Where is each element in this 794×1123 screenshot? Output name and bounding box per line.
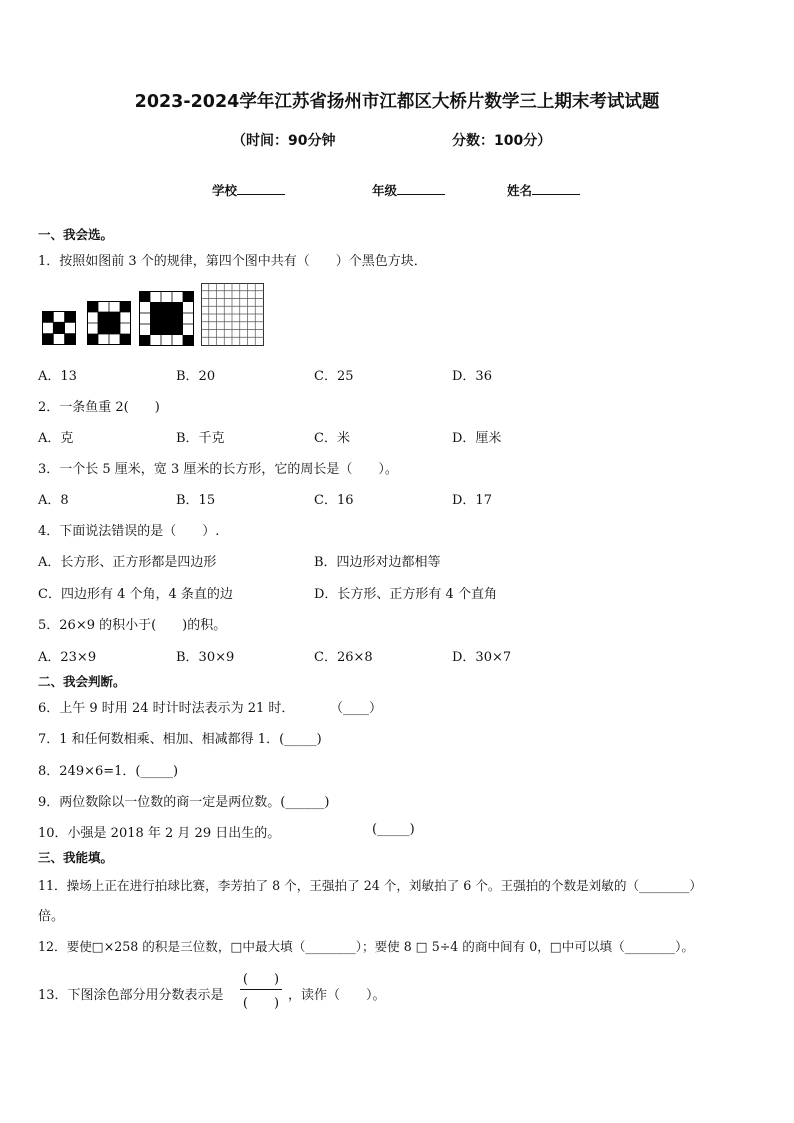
q5-option-a[interactable]: A．23×9 xyxy=(38,650,97,665)
q3-option-d[interactable]: D．17 xyxy=(452,493,492,508)
q5-option-b[interactable]: B．30×9 xyxy=(176,650,235,665)
page-title: 2023-2024学年江苏省扬州市江都区大桥片数学三上期末考试试题 xyxy=(134,92,660,112)
question-12-stem: 12．要使□×258 的积是三位数，□中最大填（________）；要使 8 □ 5÷4 的商中间有 0，□中可以填（________）。 xyxy=(38,939,694,954)
section-heading-choose: 一、我会选。 xyxy=(38,227,114,242)
pattern-figure-3 xyxy=(139,291,194,346)
question-1-stem: 1．按照如图前 3 个的规律，第四个图中共有（ ）个黑色方块． xyxy=(38,254,427,269)
question-10-answer-blank[interactable]: (_____) xyxy=(372,822,415,837)
question-6-stem: 6．上午 9 时用 24 时计时法表示为 21 时． xyxy=(38,701,295,716)
question-2-stem: 2．一条鱼重 2( ) xyxy=(38,400,160,415)
grade-field xyxy=(372,181,445,199)
school-label: 学校 xyxy=(212,183,238,198)
q5-option-c[interactable]: C．26×8 xyxy=(314,650,373,665)
name-label: 姓名 xyxy=(507,183,533,198)
pattern-figure-4-empty-grid xyxy=(201,283,264,346)
grade-blank[interactable] xyxy=(397,182,445,195)
section-heading-fill: 三、我能填。 xyxy=(38,850,114,865)
pattern-figure-1 xyxy=(42,311,76,345)
q3-option-a[interactable]: A．8 xyxy=(38,493,69,508)
question-11-line-2: 倍。 xyxy=(38,909,65,924)
q2-option-a[interactable]: A．克 xyxy=(38,431,74,446)
q1-option-b[interactable]: B．20 xyxy=(176,369,216,384)
q4-option-d[interactable]: D．长方形、正方形有 4 个直角 xyxy=(314,587,497,602)
question-11-line-1: 11．操场上正在进行拍球比赛，李芳拍了 8 个，王强拍了 24 个，刘敏拍了 6 个。王强拍的个数是刘敏的（________） xyxy=(38,878,703,893)
q4-option-b[interactable]: B．四边形对边都相等 xyxy=(314,555,441,570)
q4-option-c[interactable]: C．四边形有 4 个角，4 条直的边 xyxy=(38,587,233,602)
question-9-stem: 9．两位数除以一位数的商一定是两位数。(______) xyxy=(38,795,330,810)
question-10-stem: 10．小强是 2018 年 2 月 29 日出生的。 xyxy=(38,826,281,841)
q2-option-c[interactable]: C．米 xyxy=(314,431,350,446)
q1-option-a[interactable]: A．13 xyxy=(38,369,77,384)
q2-option-b[interactable]: B．千克 xyxy=(176,431,225,446)
question-7-stem: 7．1 和任何数相乘、相加、相减都得 1．(_____) xyxy=(38,732,322,747)
school-field xyxy=(212,181,285,199)
question-4-stem: 4．下面说法错误的是（ ）. xyxy=(38,524,220,539)
fraction-numerator-blank[interactable]: ( ) xyxy=(242,972,280,987)
exam-score: 分数：100分） xyxy=(452,133,552,149)
question-13-suffix: ，读作（ ）。 xyxy=(288,988,386,1003)
pattern-figure-2 xyxy=(87,301,131,345)
question-8-stem: 8．249×6=1．(_____) xyxy=(38,764,179,779)
name-field xyxy=(507,181,580,199)
grade-label: 年级 xyxy=(372,183,398,198)
q5-option-d[interactable]: D．30×7 xyxy=(452,650,512,665)
fraction-denominator-blank[interactable]: ( ) xyxy=(242,996,280,1011)
school-blank[interactable] xyxy=(237,182,285,195)
fraction-answer[interactable] xyxy=(238,966,284,1014)
question-5-stem: 5．26×9 的积小于( )的积。 xyxy=(38,618,227,633)
q1-option-c[interactable]: C．25 xyxy=(314,369,354,384)
q3-option-c[interactable]: C．16 xyxy=(314,493,354,508)
question-13-prefix: 13．下图涂色部分用分数表示是 xyxy=(38,988,224,1003)
q2-option-d[interactable]: D．厘米 xyxy=(452,431,502,446)
exam-time: （时间：90分钟 xyxy=(232,133,336,149)
q1-option-d[interactable]: D．36 xyxy=(452,369,492,384)
section-heading-judge: 二、我会判断。 xyxy=(38,674,126,689)
name-blank[interactable] xyxy=(532,182,580,195)
question-3-stem: 3．一个长 5 厘米，宽 3 厘米的长方形，它的周长是（ ）。 xyxy=(38,462,398,477)
q3-option-b[interactable]: B．15 xyxy=(176,493,216,508)
question-6-answer-blank[interactable]: （____） xyxy=(330,701,383,716)
q4-option-a[interactable]: A．长方形、正方形都是四边形 xyxy=(38,555,217,570)
fraction-bar xyxy=(240,989,282,990)
